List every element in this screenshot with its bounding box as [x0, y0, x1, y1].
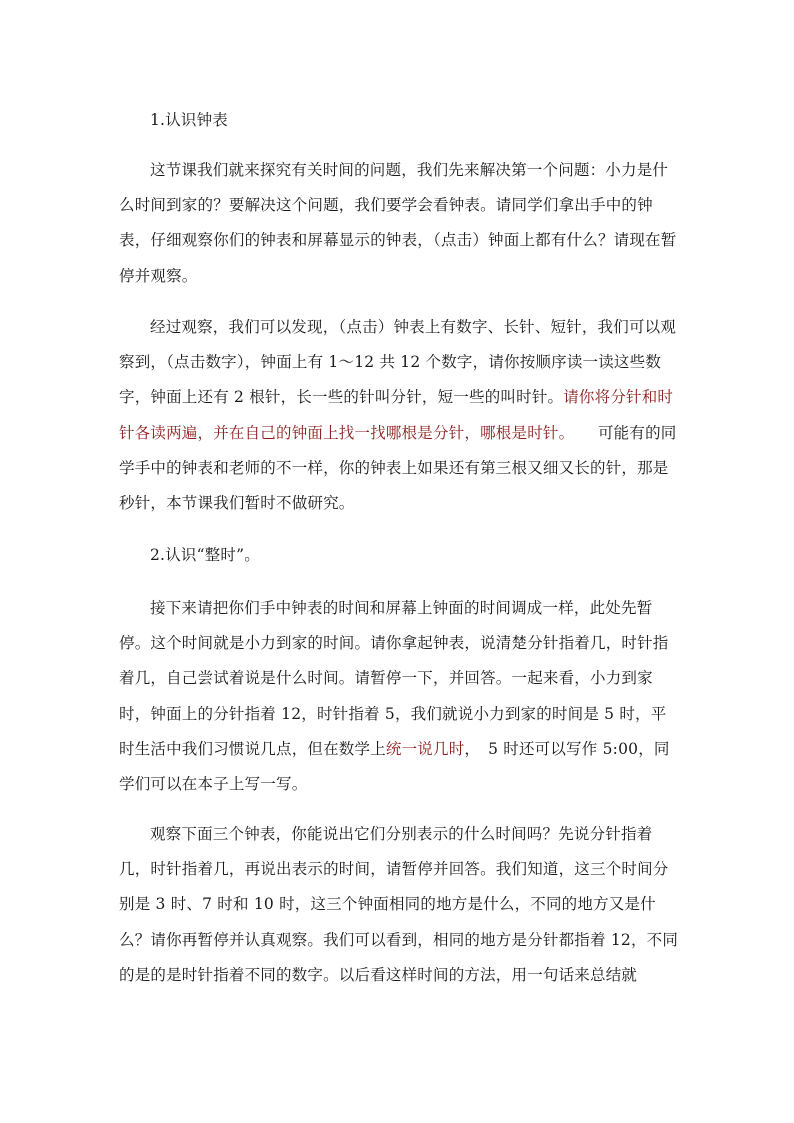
- highlighted-instruction: 请你将分针和时针各读两遍，并在自己的钟面上找一找哪根是分针，哪根是时针。: [119, 388, 674, 442]
- section-heading-text: 2.认识“整时”。: [150, 546, 260, 564]
- section-heading-whole-hour: [119, 538, 681, 573]
- paragraph-whole-hour: [119, 591, 681, 802]
- paragraph-text: 可能有的同学手中的钟表和老师的不一样，你的钟表上如果还有第三根又细又长的针，那是秒针，本节课我们暂时不做研究。: [119, 423, 677, 513]
- section-heading-text: 1.认识钟表: [150, 111, 228, 129]
- highlighted-phrase: 统一说几时: [385, 739, 465, 758]
- paragraph-text: 接下来请把你们手中钟表的时间和屏幕上钟面的时间调成一样，此处先暂停。这个时间就是小力到家的时间。请你拿起钟表，说清楚分针指着几，时针指着几，自己尝试着说是什么时间。请暂停一下，并回答。一起来看，小力到家时，钟面上的分针指着 12，时针指着 5，我们就说小力到家的时间是 5 时，平时生活中我们习惯说几点，但在数学上: [119, 599, 669, 758]
- paragraph-intro: [119, 153, 681, 294]
- paragraph-text: ， 5 时还可以写作 5:00，同学们可以在本子上写一写。: [119, 739, 670, 794]
- section-heading-clock: [119, 103, 681, 138]
- paragraph-text: 这节课我们就来探究有关时间的问题，我们先来解决第一个问题：小力是什么时间到家的？要解决这个问题，我们要学会看钟表。请同学们拿出手中的钟表，仔细观察你们的钟表和屏幕显示的钟表，（点击）钟面上都有什么？请现在暂停并观察。: [119, 161, 677, 285]
- paragraph-text: 经过观察，我们可以发现，（点击）钟表上有数字、长针、短针，我们可以观察到，（点击数字），钟面上有 1～12 共 12 个数字，请你按顺序读一读这些数字，钟面上还有 2 根针，长一些的针叫分针，短一些的叫时针。: [119, 318, 677, 407]
- paragraph-three-clocks: [119, 817, 681, 993]
- paragraph-observation: [119, 310, 681, 521]
- paragraph-text: 观察下面三个钟表，你能说出它们分别表示的什么时间吗？先说分针指着几，时针指着几，再说出表示的时间，请暂停并回答。我们知道，这三个时间分别是 3 时、7 时和 10 时，这三个钟面相同的地方是什么，不同的地方又是什么？请你再暂停并认真观察。我们可以看到，相同的地方是分针都指着 12，不同的是的是时针指着不同的数字。以后看这样时间的方法，用一句话来总结就: [119, 825, 679, 984]
